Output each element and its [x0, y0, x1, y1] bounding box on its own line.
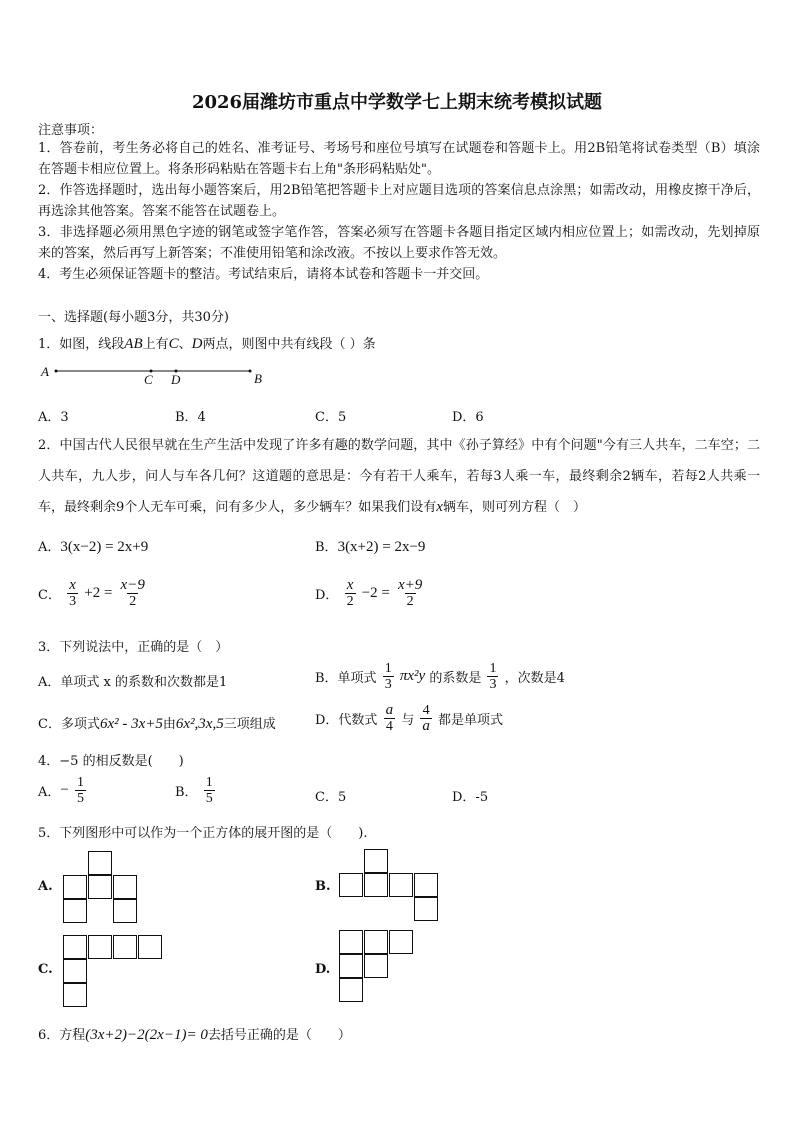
q4-option-c[interactable]: C．5 — [315, 790, 347, 805]
q5-option-c-label[interactable]: C. — [38, 962, 53, 977]
point-label-b: B — [254, 371, 262, 386]
notice-item-1: 1．答卷前，考生务必将自己的姓名、准考证号、考场号和座位号填写在试题卷和答题卡上。用2B铅笔将试卷类型（B）填涂在答题卡相应位置上。将条形码粘贴在答题卡右上角"条形码粘贴处"。 — [38, 141, 760, 177]
section-heading: 一、选择题(每小题3分，共30分) — [38, 310, 229, 325]
q5-option-a-label[interactable]: A. — [38, 879, 53, 894]
q4-option-d[interactable]: D．-5 — [452, 790, 489, 805]
q1-option-c[interactable]: C．5 — [315, 410, 347, 425]
q1-option-a[interactable]: A．3 — [38, 410, 69, 425]
question-3-stem: 3．下列说法中，正确的是（ ） — [38, 640, 229, 655]
q3-option-c[interactable]: C．多项式6x² - 3x+5由6x²,3x,5三项组成 — [38, 716, 276, 732]
point-label-d: D — [171, 372, 181, 387]
point-label-a: A — [41, 364, 49, 379]
q2-option-a[interactable]: A．3(x−2) = 2x+9 — [38, 539, 149, 555]
q4-option-b[interactable]: B． $\frac{1}{5}$ — [175, 775, 213, 806]
q5-option-d-label[interactable]: D. — [315, 962, 331, 977]
q1-option-d[interactable]: D．6 — [452, 410, 484, 425]
q4-option-a[interactable]: A．− $\frac{1}{5}$ — [38, 775, 84, 806]
q1-option-b[interactable]: B．4 — [175, 410, 206, 425]
question-2-stem: 2．中国古代人民很早就在生产生活中发现了许多有趣的数学问题，其中《孙子算经》中有个问题"今有三人共车，二车空；二人共车，九人步，问人与车各几何？这道题的意思是：今有若干人乘车，若每3人乘一车，最终剩余2辆车，若每2人共乘一车，最终剩余9个人无车可乘，问有多少人，多少辆车？如果我们设有x辆车，则可列方程（ ） — [38, 438, 760, 515]
segment-figure — [38, 362, 278, 392]
q3-option-b[interactable]: B．单项式 $\frac{1}{3}$ πx²y 的系数是 $\frac{1}{3}$ ，次数是4 — [315, 661, 565, 692]
page-title: 2026届潍坊市重点中学数学七上期末统考模拟试题 — [191, 92, 603, 113]
notice-heading: 注意事项： — [38, 123, 104, 138]
q2-option-b[interactable]: B．3(x+2) = 2x−9 — [315, 539, 426, 555]
question-4-stem: 4．−5 的相反数是( ) — [38, 754, 184, 769]
q2-option-c[interactable]: C． $\frac{x}{3}$ +2 = $\frac{x-9}{2}$ — [38, 577, 145, 609]
q2-option-d[interactable]: D． $\frac{x}{2}$ −2 = $\frac{x+9}{2}$ — [315, 577, 423, 609]
q5-option-b-label[interactable]: B. — [315, 879, 331, 894]
notice-item-4: 4．考生必须保证答题卡的整洁。考试结束后，请将本试卷和答题卡一并交回。 — [38, 267, 489, 282]
notice-item-3: 3．非选择题必须用黑色字迹的钢笔或签字笔作答，答案必须写在答题卡各题目指定区域内相应位置上；如需改动，先划掉原来的答案，然后再写上新答案；不准使用铅笔和涂改液。不按以上要求作答无效。 — [38, 225, 760, 261]
notice-item-2: 2．作答选择题时，选出每小题答案后，用2B铅笔把答题卡上对应题目选项的答案信息点涂黑；如需改动，用橡皮擦干净后，再选涂其他答案。答案不能答在试题卷上。 — [38, 183, 760, 219]
point-label-c: C — [144, 372, 153, 387]
question-6-stem: 6．方程(3x+2)−2(2x−1)= 0去括号正确的是（ ） — [38, 1027, 351, 1043]
question-1-stem: 1．如图，线段AB上有C、D两点，则图中共有线段（ ）条 — [38, 336, 376, 352]
question-5-stem: 5．下列图形中可以作为一个正方体的展开图的是（ ). — [38, 826, 368, 841]
q3-option-d[interactable]: D．代数式 $\frac{a}{4}$ 与 $\frac{4}{a}$ 都是单项式 — [315, 702, 504, 734]
q3-option-a[interactable]: A．单项式 x 的系数和次数都是1 — [38, 675, 228, 690]
